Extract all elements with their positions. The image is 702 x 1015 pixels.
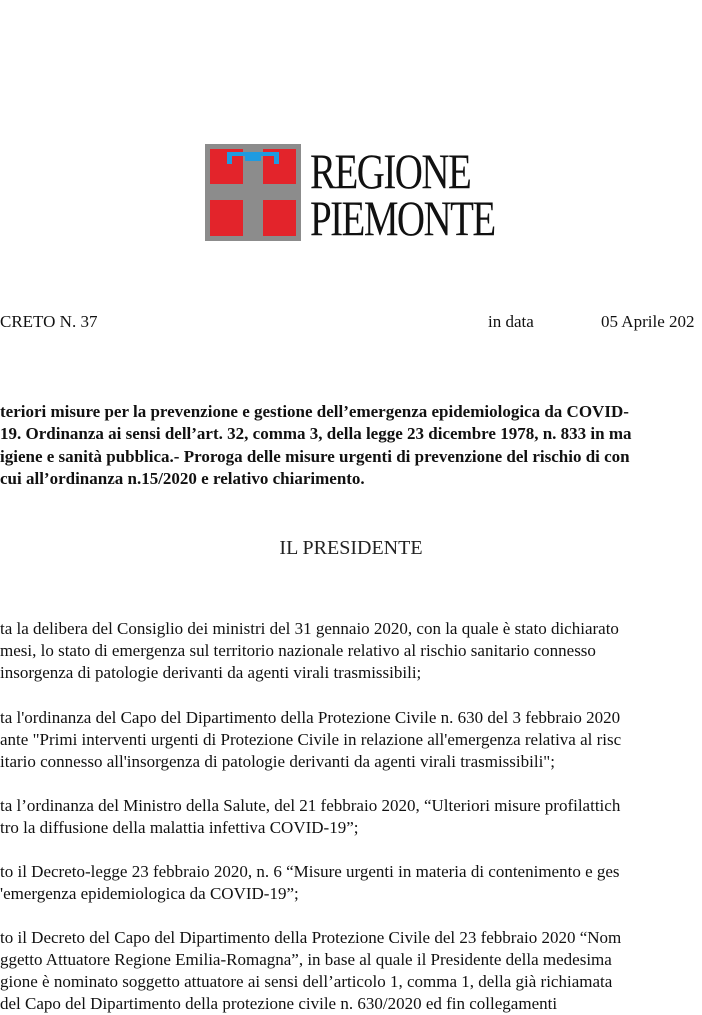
paragraph-line: tro la diffusione della malattia infettiva COVID-19”; xyxy=(0,818,359,837)
decree-date-label: in data xyxy=(488,312,534,331)
subject-line: igiene e sanità pubblica.- Proroga delle misure urgenti di prevenzione del rischio di con xyxy=(0,447,630,466)
paragraph-line: mesi, lo stato di emergenza sul territorio nazionale relativo al rischio sanitario connesso xyxy=(0,641,596,660)
subject-line: 19. Ordinanza ai sensi dell’art. 32, comma 3, della legge 23 dicembre 1978, n. 833 in ma xyxy=(0,424,632,443)
subject-line: teriori misure per la prevenzione e gestione dell’emergenza epidemiologica da COVID- xyxy=(0,402,629,421)
logo-text-piemonte: PIEMONTE xyxy=(310,190,495,246)
paragraph-line: 'emergenza epidemiologica da COVID-19”; xyxy=(0,884,299,903)
regione-piemonte-emblem-icon xyxy=(205,144,301,241)
paragraph-line: ante "Primi interventi urgenti di Protezione Civile in relazione all'emergenza relativa al risc xyxy=(0,730,622,749)
regione-piemonte-logo xyxy=(205,143,523,246)
paragraph-line: to il Decreto-legge 23 febbraio 2020, n. 6 “Misure urgenti in materia di contenimento e ges xyxy=(0,862,620,881)
paragraph-line: insorgenza di patologie derivanti da agenti virali trasmissibili; xyxy=(0,663,422,682)
page-title: IL PRESIDENTE xyxy=(279,537,423,559)
decree-date-value: 05 Aprile 202 xyxy=(601,312,695,331)
paragraph-line: ta l'ordinanza del Capo del Dipartimento della Protezione Civile n. 630 del 3 febbraio 2020 xyxy=(0,708,621,727)
paragraph-line: itario connesso all'insorgenza di patologie derivanti da agenti virali trasmissibili"; xyxy=(0,752,555,771)
subject-line: cui all’ordinanza n.15/2020 e relativo chiarimento. xyxy=(0,469,365,488)
paragraph-line: del Capo del Dipartimento della protezione civile n. 630/2020 ed fin collegamenti xyxy=(0,994,558,1013)
paragraph-line: to il Decreto del Capo del Dipartimento della Protezione Civile del 23 febbraio 2020 “Nom xyxy=(0,928,622,947)
paragraph-line: ta la delibera del Consiglio dei ministri del 31 gennaio 2020, con la quale è stato dichiarato xyxy=(0,619,619,638)
paragraph-line: ggetto Attuatore Regione Emilia-Romagna”, in base al quale il Presidente della medesima xyxy=(0,950,612,969)
logo-text-regione: REGIONE xyxy=(310,143,471,199)
paragraph-line: gione è nominato soggetto attuatore ai sensi dell’articolo 1, comma 1, della già richiamata xyxy=(0,972,613,991)
paragraph-line: ta l’ordinanza del Ministro della Salute, del 21 febbraio 2020, “Ulteriori misure profilattich xyxy=(0,796,621,815)
decree-number: CRETO N. 37 xyxy=(0,312,98,331)
